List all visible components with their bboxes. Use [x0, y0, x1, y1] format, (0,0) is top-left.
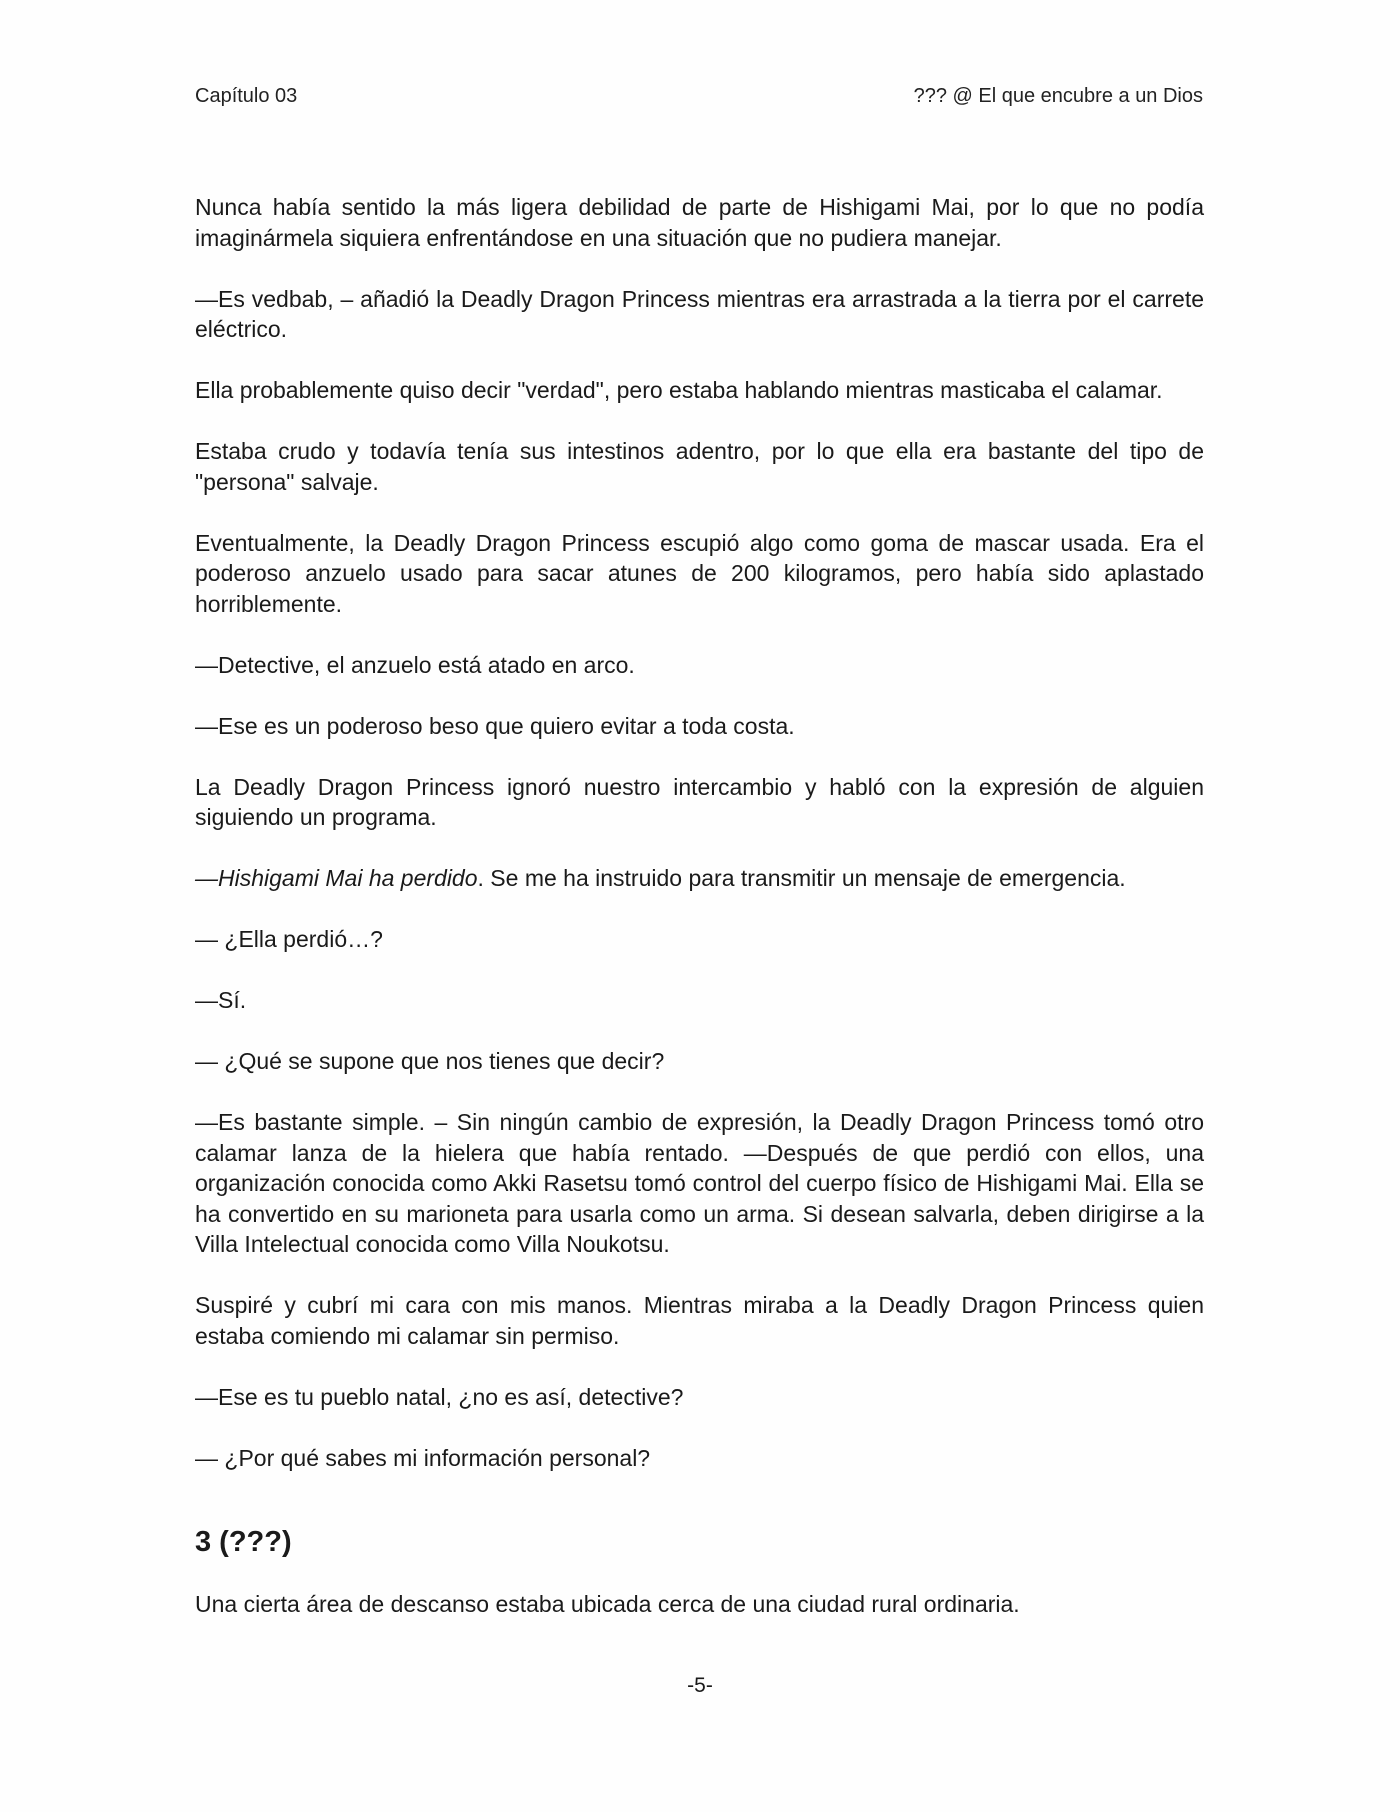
paragraph: Nunca había sentido la más ligera debilidad de parte de Hishigami Mai, por lo que no podía imaginármela siquiera enfrentándose en una situación que no pudiera manejar. [195, 194, 1204, 251]
emergency-paragraph [195, 863, 1204, 894]
chapter-label: Capítulo 03 [195, 85, 298, 107]
paragraph: — ¿Qué se supone que nos tienes que decir? [195, 1048, 665, 1074]
paragraph: —Es bastante simple. – Sin ningún cambio de expresión, la Deadly Dragon Princess tomó otro calamar lanza de la hielera que había rentado. —Después de que perdió con ellos, una organización conocida como Akki Rasetsu tomó control del cuerpo físico de Hishigami Mai. Ella se ha convertido en su marioneta para usarla como un arma. Si desean salvarla, deben dirigirse a la Villa Intelectual conocida como Villa Noukotsu. [195, 1109, 1204, 1257]
paragraph: —Ese es tu pueblo natal, ¿no es así, detective? [195, 1383, 684, 1410]
paragraph: — ¿Por qué sabes mi información personal? [195, 1444, 651, 1471]
paragraph: —Ese es un poderoso beso que quiero evitar a toda costa. [195, 712, 795, 739]
page-header [195, 82, 1203, 110]
body-text [195, 192, 1204, 1650]
section-heading: 3 (???) [195, 1526, 292, 1558]
paragraph: Estaba crudo y todavía tenía sus intestinos adentro, por lo que ella era bastante del tipo de "persona" salvaje. [195, 438, 1204, 495]
paragraph: —Sí. [195, 987, 247, 1013]
paragraph: La Deadly Dragon Princess ignoró nuestro intercambio y habló con la expresión de alguien siguiendo un programa. [195, 773, 1204, 830]
paragraph: Eventualmente, la Deadly Dragon Princess escupió algo como goma de mascar usada. Era el poderoso anzuelo usado para sacar atunes de 200 kilogramos, pero había sido aplastado horriblemente. [195, 529, 1204, 617]
book-title: ??? @ El que encubre a un Dios [913, 85, 1203, 107]
paragraph: Ella probablemente quiso decir "verdad", pero estaba hablando mientras masticaba el calamar. [195, 377, 1163, 403]
italic-phrase: —Hishigami Mai ha perdido [195, 865, 478, 891]
section-first-paragraph: Una cierta área de descanso estaba ubicada cerca de una ciudad rural ordinaria. [195, 1591, 1020, 1617]
page-number: -5- [687, 1674, 713, 1697]
paragraph: Suspiré y cubrí mi cara con mis manos. Mientras miraba a la Deadly Dragon Princess quien estaba comiendo mi calamar sin permiso. [195, 1292, 1204, 1349]
paragraph: —Detective, el anzuelo está atado en arco. [195, 651, 635, 678]
paragraph: — ¿Ella perdió…? [195, 926, 383, 952]
emergency-rest: . Se me ha instruido para transmitir un mensaje de emergencia. [477, 865, 1126, 891]
paragraph: —Es vedbab, – añadió la Deadly Dragon Princess mientras era arrastrada a la tierra por el carrete eléctrico. [195, 285, 1204, 342]
